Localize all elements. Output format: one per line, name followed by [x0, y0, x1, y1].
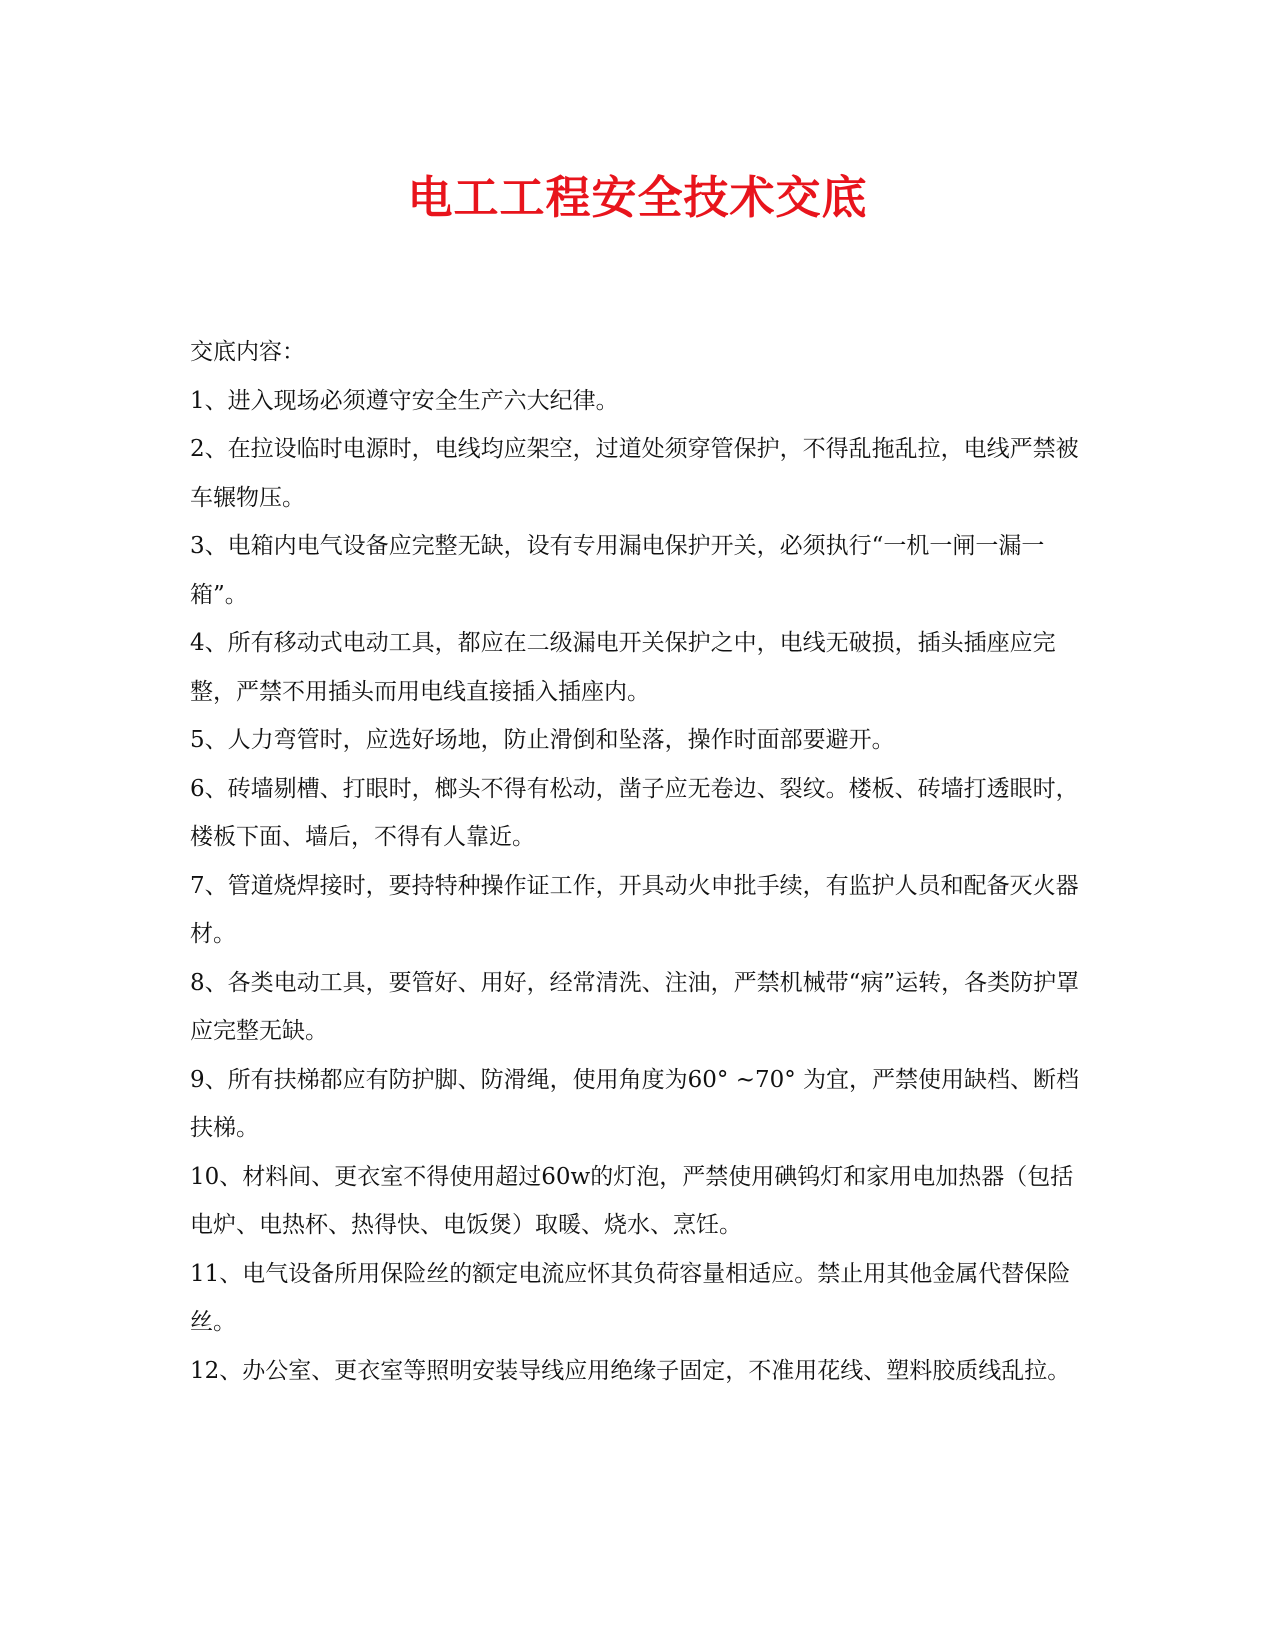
document-title: 电工工程安全技术交底 — [407, 171, 868, 224]
document-body — [190, 328, 1080, 1395]
intro-label: 交底内容： — [190, 339, 305, 365]
list-item: 4、所有移动式电动工具，都应在二级漏电开关保护之中，电线无破损，插头插座应完整，严禁不用插头而用电线直接插入插座内。 — [190, 630, 1056, 705]
list-item: 6、砖墙剔槽、打眼时，榔头不得有松动，凿子应无卷边、裂纹。楼板、砖墙打透眼时，楼板下面、墙后，不得有人靠近。 — [190, 775, 1079, 850]
list-item: 3、电箱内电气设备应完整无缺，设有专用漏电保护开关，必须执行“一机一闸一漏一箱”。 — [190, 533, 1045, 608]
list-item: 12、办公室、更衣室等照明安装导线应用绝缘子固定，不准用花线、塑料胶质线乱拉。 — [190, 1357, 1071, 1384]
list-item: 9、所有扶梯都应有防护脚、防滑绳，使用角度为60° ~70° 为宜，严禁使用缺档、断档扶梯。 — [190, 1066, 1080, 1141]
list-item: 5、人力弯管时，应选好场地，防止滑倒和坠落，操作时面部要避开。 — [190, 727, 895, 753]
list-item: 1、进入现场必须遵守安全生产六大纪律。 — [190, 387, 619, 414]
list-item: 11、电气设备所用保险丝的额定电流应怀其负荷容量相适应。禁止用其他金属代替保险丝。 — [190, 1260, 1071, 1335]
list-item: 10、材料间、更衣室不得使用超过60w的灯泡，严禁使用碘钨灯和家用电加热器（包括电炉、电热杯、热得快、电饭煲）取暖、烧水、烹饪。 — [190, 1163, 1074, 1238]
list-item: 8、各类电动工具，要管好、用好，经常清洗、注油，严禁机械带“病”运转，各类防护罩应完整无缺。 — [190, 969, 1080, 1044]
list-item: 2、在拉设临时电源时，电线均应架空，过道处须穿管保护，不得乱拖乱拉，电线严禁被车辗物压。 — [190, 436, 1079, 511]
list-item: 7、管道烧焊接时，要持特种操作证工作，开具动火申批手续，有监护人员和配备灭火器材。 — [190, 872, 1079, 947]
